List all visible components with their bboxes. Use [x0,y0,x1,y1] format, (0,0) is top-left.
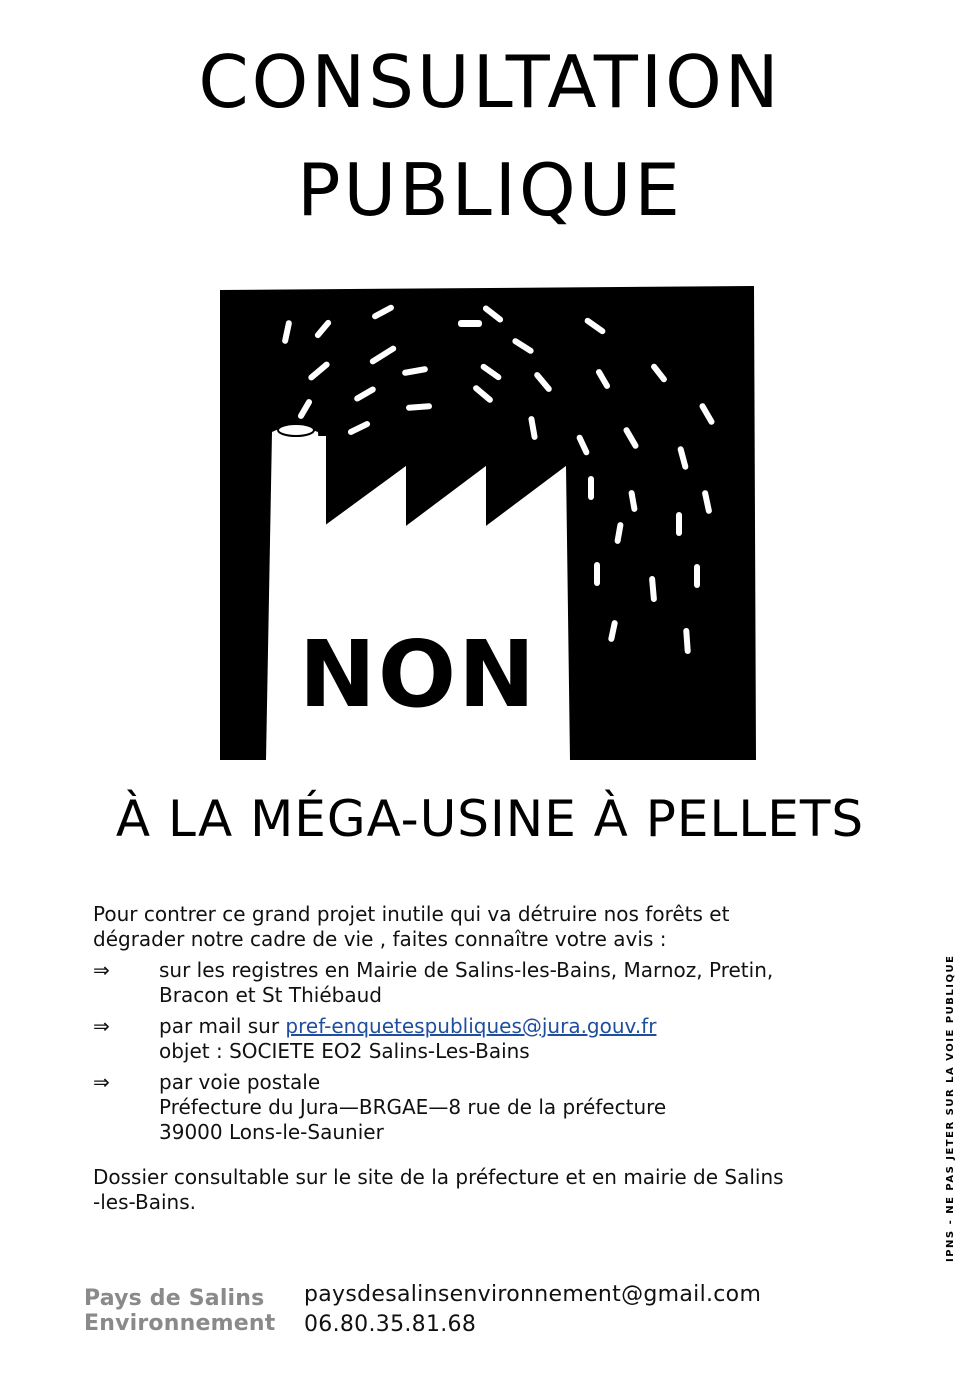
postal-line-1: par voie postale [159,1070,321,1094]
registers-line-1: sur les registres en Mairie de Salins-les-Bains, Marnoz, Pretin, [159,958,774,982]
dossier-line-1: Dossier consultable sur le site de la préfecture et en mairie de Salins [93,1165,784,1189]
mail-subject-line: objet : SOCIETE EO2 Salins-Les-Bains [159,1039,530,1063]
arrow-icon: ⇒ [93,1070,110,1094]
title-line-1: CONSULTATION [198,40,782,124]
factory-smokestack-pellets-icon [220,286,756,760]
prefecture-email-link[interactable]: pref-enquetespubliques@jura.gouv.fr [285,1014,657,1038]
arrow-icon: ⇒ [93,1014,110,1038]
contact-phone: 06.80.35.81.68 [304,1312,477,1337]
list-item [93,1014,923,1064]
ipns-side-note: IPNS - NE PAS JETER SUR LA VOIE PUBLIQUE [945,954,956,1262]
smokestack-top [278,424,314,436]
mail-prefix: par mail sur [159,1014,286,1038]
mail-line [159,1014,923,1039]
association-logo [84,1286,275,1336]
title-line-2: PUBLIQUE [297,148,683,232]
action-list [93,958,923,1151]
postal-line-2: Préfecture du Jura—BRGAE—8 rue de la préfecture [159,1095,667,1119]
logo-line-1: Pays de Salins [84,1286,265,1311]
registers-line-2: Bracon et St Thiébaud [159,983,382,1007]
list-item [93,958,923,1008]
contact-block [304,1280,761,1340]
arrow-icon: ⇒ [93,958,110,982]
subtitle: À LA MÉGA-USINE À PELLETS [115,790,865,848]
non-label: NON [298,621,538,728]
dossier-paragraph [93,1165,923,1215]
logo-line-2: Environnement [84,1311,276,1336]
contact-email[interactable]: paysdesalinsenvironnement@gmail.com [304,1282,762,1307]
list-item [93,1070,923,1145]
postal-line-3: 39000 Lons-le-Saunier [159,1120,384,1144]
dossier-line-2: -les-Bains. [93,1190,196,1214]
intro-line-2: dégrader notre cadre de vie , faites connaître votre avis : [93,927,667,951]
intro-line-1: Pour contrer ce grand projet inutile qui va détruire nos forêts et [93,902,730,926]
intro-paragraph [93,902,923,952]
